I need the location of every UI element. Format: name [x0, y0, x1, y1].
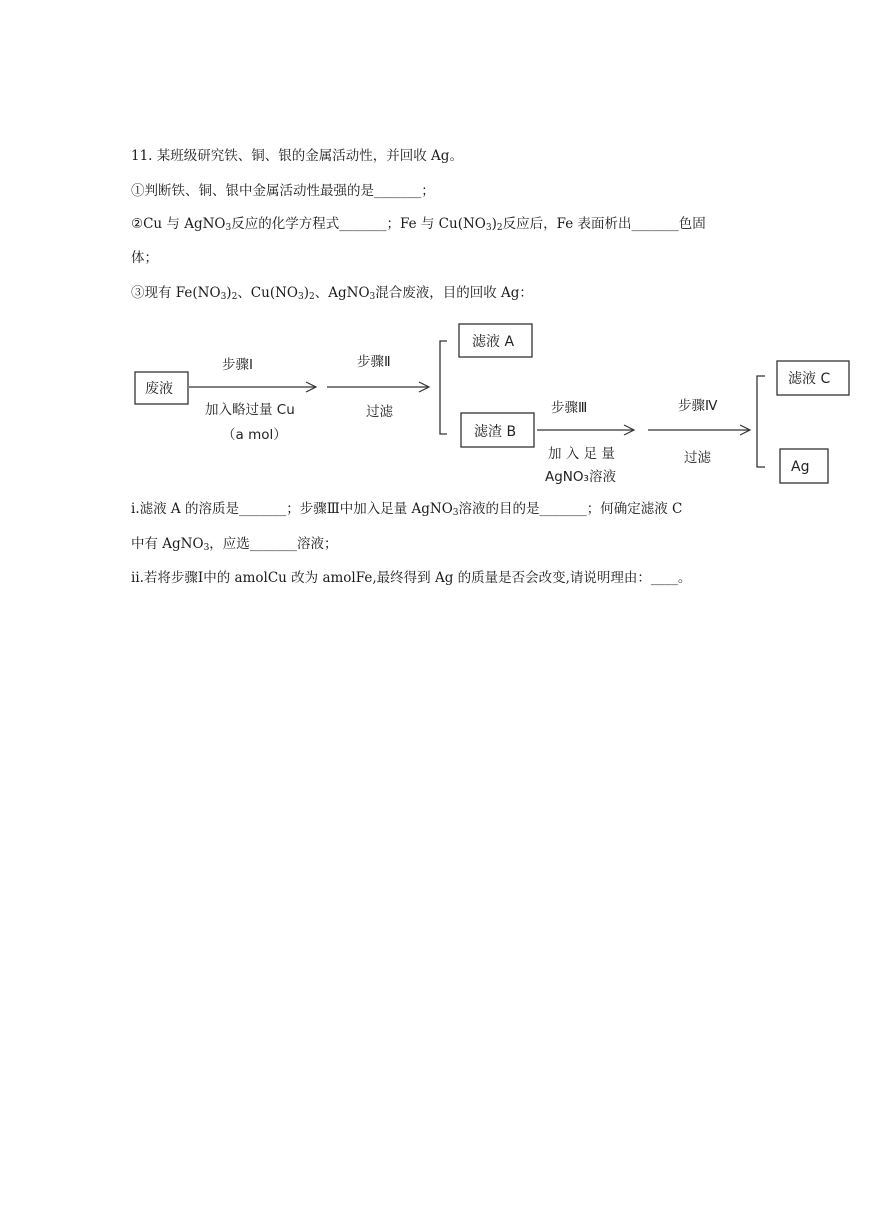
question-part-1: ①判断铁、铜、银中金属活动性最强的是_______；: [131, 183, 435, 199]
filtrate-a-label: 滤液 A: [472, 334, 515, 350]
ag-box: [780, 449, 828, 483]
step4-op: 过滤: [684, 450, 711, 466]
waste-box: [135, 372, 188, 404]
ag-label: Ag: [791, 459, 810, 475]
step3-label: 步骤Ⅲ: [551, 400, 588, 416]
split-bracket-2: [757, 376, 765, 467]
split-bracket-1: [440, 341, 447, 434]
step1-label: 步骤Ⅰ: [222, 357, 253, 373]
filtrate-c-label: 滤液 C: [788, 371, 831, 387]
question-part-2-continued: 体；: [131, 250, 158, 266]
sub-question-i-continued: 中有 AgNO$_3$，应选_______溶液；: [131, 536, 338, 553]
sub-question-ii: ⅱ.若将步骤Ⅰ中的 amolCu 改为 amolFe,最终得到 Ag 的质量是否会改变,请说明理由：____。: [131, 570, 692, 586]
step4-label: 步骤Ⅳ: [678, 398, 718, 414]
step2-op: 过滤: [366, 404, 393, 420]
sub-question-i: ⅰ.滤液 A 的溶质是_______；步骤Ⅲ中加入足量 AgNO$_3$溶液的目的是_______；何确定滤液 C: [131, 501, 683, 518]
waste-label: 废液: [145, 381, 173, 397]
step3-reagent-a: 加 入 足 量: [548, 446, 615, 462]
residue-b-box: [461, 413, 534, 447]
step1-reagent: 加入略过量 Cu: [205, 402, 295, 418]
step3-reagent-b: AgNO₃溶液: [545, 469, 616, 485]
question-part-2: ②Cu 与 AgNO$_3$反应的化学方程式_______；Fe 与 $Cu(NO_3)_2$反应后，Fe 表面析出_______色固: [131, 216, 706, 233]
filtrate-c-box: [777, 361, 849, 395]
question-title: 11. 某班级研究铁、铜、银的金属活动性，并回收 Ag。: [131, 148, 463, 164]
residue-b-label: 滤渣 B: [474, 424, 517, 440]
step2-label: 步骤Ⅱ: [357, 354, 391, 370]
filtrate-a-box: [459, 324, 532, 357]
step1-amount: （a mol）: [222, 427, 287, 443]
question-part-3: ③现有 $Fe(NO_3)_2$、$Cu(NO_3)_2$、AgNO$_3$混合废液，目的回收 Ag：: [131, 285, 533, 302]
